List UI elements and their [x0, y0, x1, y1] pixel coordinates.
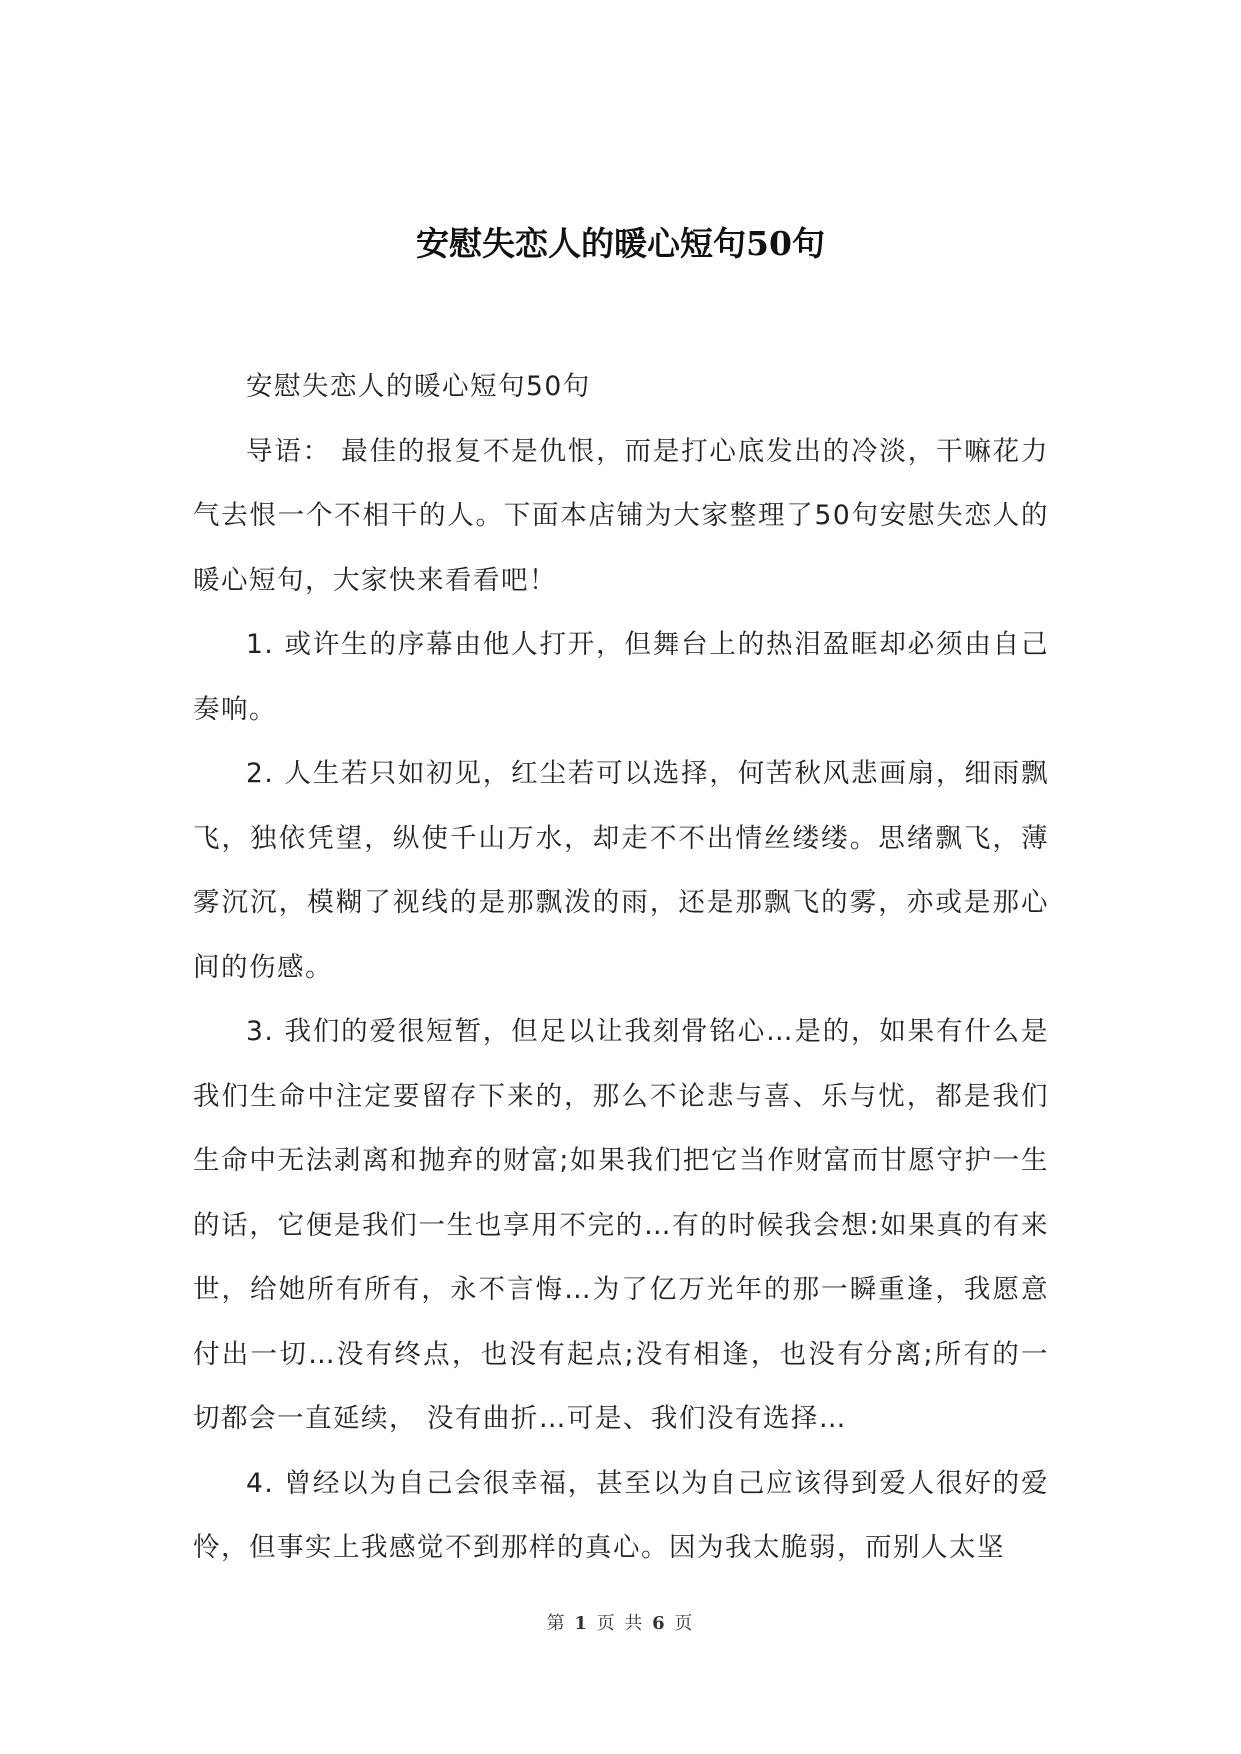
- footer-current-page: 1: [574, 1613, 589, 1634]
- footer-suffix: 页: [674, 1613, 695, 1634]
- paragraph-item-3: 3. 我们的爱很短暂，但足以让我刻骨铭心…是的，如果有什么是我们生命中注定要留存下来的，那么不论悲与喜、乐与忧，都是我们生命中无法剥离和抛弃的财富;如果我们把它当作财富而甘愿守护一生的话，它便是我们一生也享用不完的…有的时候我会想:如果真的有来世，给她所有所有，永不言悔…为了亿万光年的那一瞬重逢，我愿意付出一切…没有终点，也没有起点;没有相逢，也没有分离;所有的一切都会一直延续， 没有曲折…可是、我们没有选择…: [193, 1016, 1049, 1434]
- footer-total-pages: 6: [652, 1613, 667, 1634]
- footer-prefix: 第: [546, 1613, 567, 1634]
- paragraph-item-2: 2. 人生若只如初见，红尘若可以选择，何苦秋风悲画扇，细雨飘飞，独依凭望，纵使千山万水，却走不不出情丝缕缕。思绪飘飞，薄雾沉沉，模糊了视线的是那飘泼的雨，还是那飘飞的雾，亦或是那心间的伤感。: [193, 758, 1049, 983]
- page-number-footer: [0, 1612, 1241, 1636]
- document-body: [193, 355, 1049, 1581]
- paragraph-subtitle: 安慰失恋人的暖心短句50句: [246, 371, 591, 402]
- paragraph-item-4: 4. 曾经以为自己会很幸福，甚至以为自己应该得到爱人很好的爱怜，但事实上我感觉不到那样的真心。因为我太脆弱，而别人太坚: [193, 1467, 1049, 1563]
- footer-middle: 页 共: [596, 1613, 645, 1634]
- paragraph-item-1: 1. 或许生的序幕由他人打开，但舞台上的热泪盈眶却必须由自己奏响。: [193, 629, 1049, 725]
- paragraph-intro: 导语： 最佳的报复不是仇恨，而是打心底发出的冷淡，干嘛花力气去恨一个不相干的人。下面本店铺为大家整理了50句安慰失恋人的暖心短句，大家快来看看吧！: [193, 435, 1049, 596]
- document-title: 安慰失恋人的暖心短句50句: [416, 224, 825, 263]
